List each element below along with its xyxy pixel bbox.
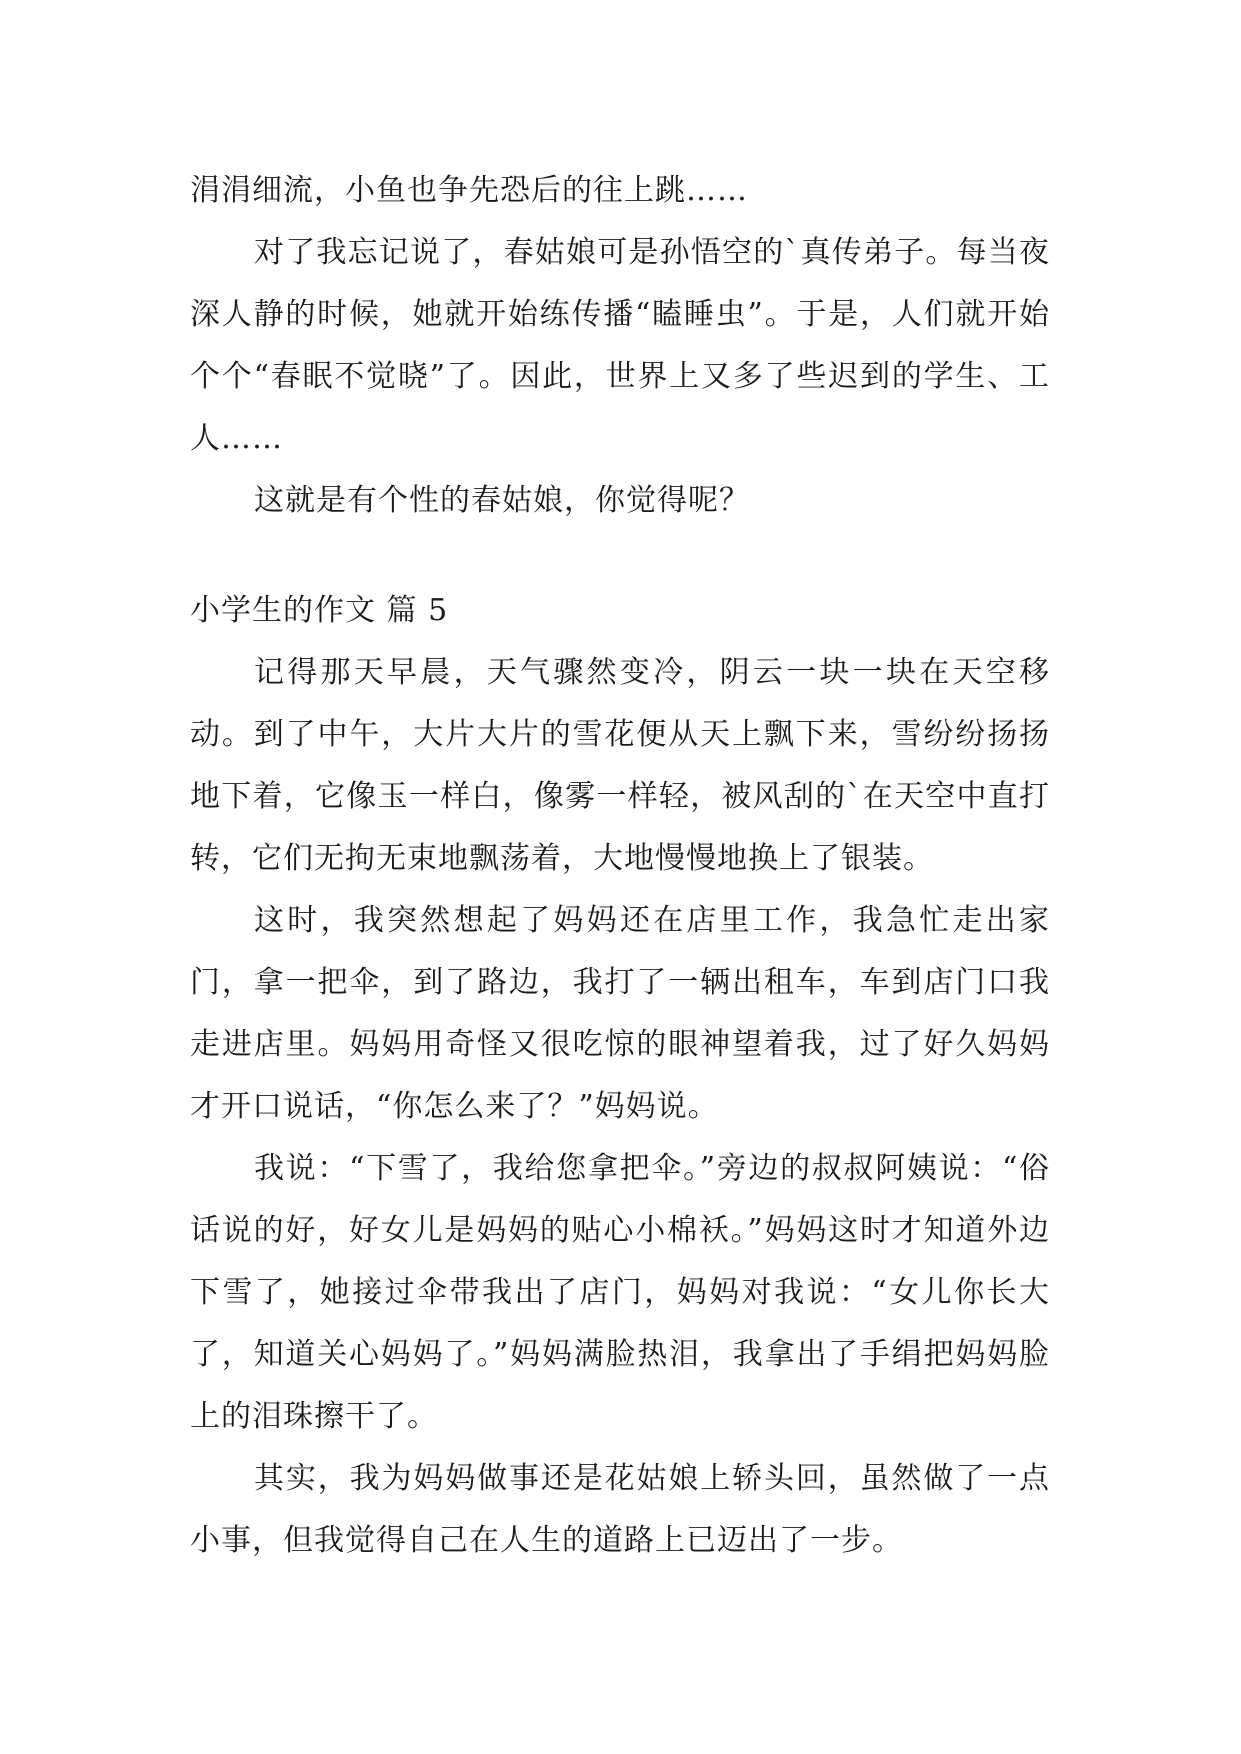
section-a [190, 160, 1050, 532]
paragraph: 这就是有个性的春姑娘，你觉得呢？ [254, 483, 750, 518]
continuation-line: 涓涓细流，小鱼也争先恐后的往上跳…… [190, 173, 748, 208]
paragraph: 我说：“下雪了，我给您拿把伞。”旁边的叔叔阿姨说：“俗话说的好，好女儿是妈妈的贴心小棉袄。”妈妈这时才知道外边下雪了，她接过伞带我出了店门，妈妈对我说：“女儿你长大了，知道关心妈妈了。”妈妈满脸热泪，我拿出了手绢把妈妈脸上的泪珠擦干了。 [190, 1151, 1050, 1434]
paragraph: 其实，我为妈妈做事还是花姑娘上轿头回，虽然做了一点小事，但我觉得自己在人生的道路上已迈出了一步。 [190, 1461, 1050, 1558]
paragraph: 对了我忘记说了，春姑娘可是孙悟空的`真传弟子。每当夜深人静的时候，她就开始练传播“瞌睡虫”。于是，人们就开始个个“春眠不觉晓”了。因此，世界上又多了些迟到的学生、工人…… [190, 235, 1050, 456]
essay-heading: 小学生的作文 篇 5 [190, 593, 449, 628]
paragraph: 记得那天早晨，天气骤然变冷，阴云一块一块在天空移动。到了中午，大片大片的雪花便从天上飘下来，雪纷纷扬扬地下着，它像玉一样白，像雾一样轻，被风刮的`在天空中直打转，它们无拘无束地飘荡着，大地慢慢地换上了银装。 [190, 655, 1050, 876]
paragraph: 这时，我突然想起了妈妈还在店里工作，我急忙走出家门，拿一把伞，到了路边，我打了一辆出租车，车到店门口我走进店里。妈妈用奇怪又很吃惊的眼神望着我，过了好久妈妈才开口说话，“你怎么来了？”妈妈说。 [190, 903, 1050, 1124]
section-b [190, 580, 1050, 1572]
